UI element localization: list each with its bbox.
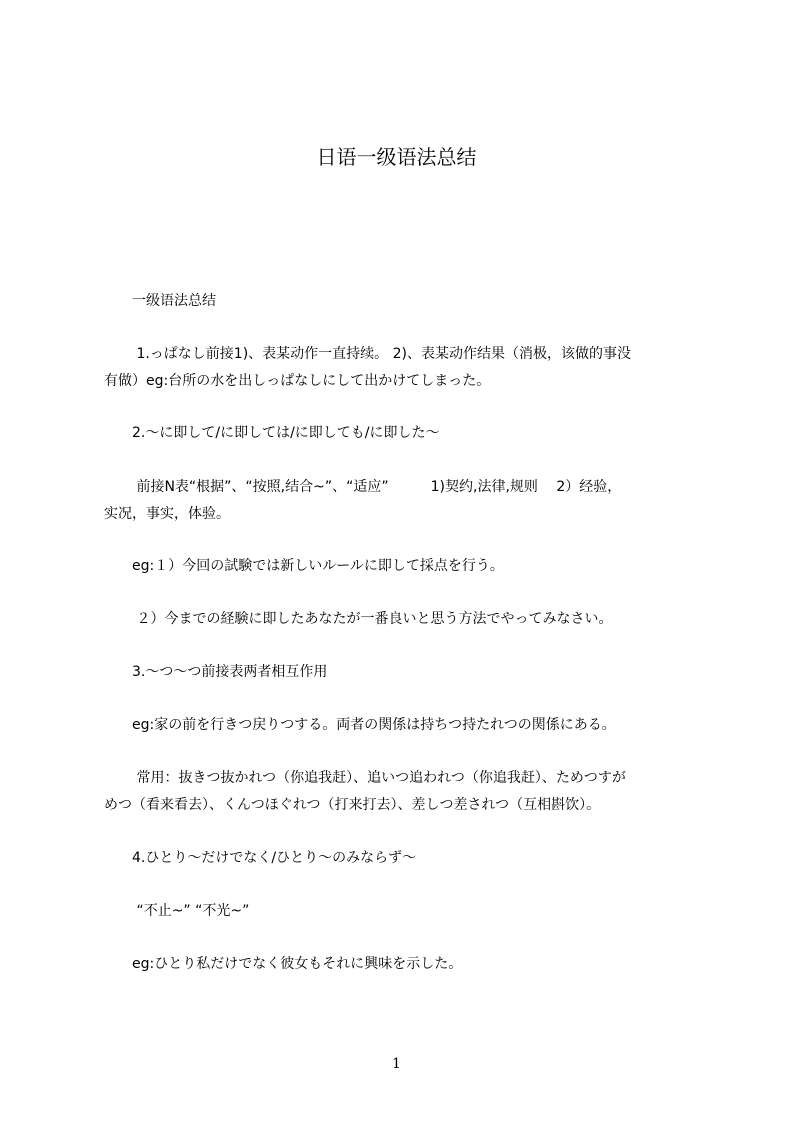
- document-title: 日语一级语法总结: [316, 145, 477, 169]
- paragraph-line: ２）今までの経験に即したあなたが一番良いと思う方法でやってみなさい。: [104, 611, 613, 627]
- paragraph-4: [104, 553, 704, 580]
- paragraph-5: [104, 606, 704, 633]
- paragraph-line: 前接N表“根据”、“按照,结合~”、“适应” 1)契约,法律,规则 2）经验，: [104, 479, 622, 495]
- paragraph-line: 2.〜に即して/に即しては/に即しても/に即した〜: [104, 425, 440, 441]
- paragraph-line: eg:家の前を行きつ戻りつする。両者の関係は持ちつ持たれつの関係にある。: [104, 717, 616, 733]
- paragraph-line: 4.ひとり〜だけでなく/ひとり〜のみならず〜: [104, 850, 417, 866]
- paragraph-line: eg:ひとり私だけでなく彼女もそれに興味を示した。: [104, 956, 463, 972]
- paragraph-6: [104, 659, 704, 686]
- paragraph-line: 有做）eg:台所の水を出しっぱなしにして出かけてしまった。: [104, 373, 491, 389]
- page-number: 1: [392, 1056, 401, 1072]
- paragraph-line: “不止~” “不光~”: [104, 903, 250, 919]
- paragraph-2: [104, 420, 704, 447]
- paragraph-7: [104, 712, 704, 739]
- paragraph-9: [104, 845, 704, 872]
- paragraph-line: 常用：抜きつ抜かれつ（你追我赶）、追いつ追われつ（你追我赶）、ためつすが: [104, 770, 626, 786]
- paragraph-line: 1.っぱなし前接1)、表某动作一直持续。 2)、表某动作结果（消极，该做的事没: [104, 346, 631, 362]
- paragraph-line: めつ（看来看去）、くんつほぐれつ（打来打去）、差しつ差されつ（互相斟饮）。: [104, 797, 601, 813]
- paragraph-8: [104, 765, 704, 819]
- paragraph-10: [104, 898, 704, 925]
- paragraph-1: [104, 341, 704, 395]
- paragraph-heading: [104, 288, 704, 315]
- paragraph-3: [104, 474, 704, 528]
- paragraph-line: 3.〜つ〜つ前接表两者相互作用: [104, 664, 328, 680]
- paragraph-11: [104, 951, 704, 978]
- paragraph-line: 一级语法总结: [104, 293, 216, 309]
- paragraph-line: eg:１）今回の試験では新しいルールに即して採点を行う。: [104, 558, 504, 574]
- paragraph-line: 实况，事实，体验。: [104, 506, 230, 522]
